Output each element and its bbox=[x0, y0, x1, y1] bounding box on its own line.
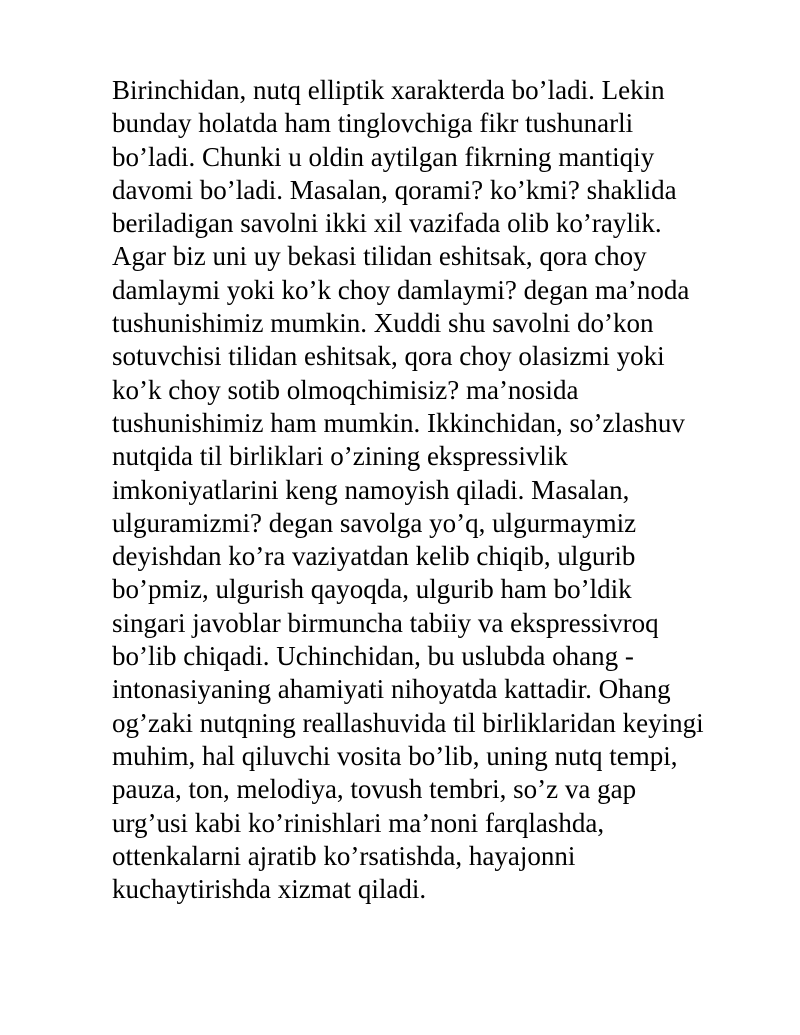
text-line: ottenkalarni ajratib ko’rsatishda, hayajonni bbox=[112, 840, 576, 871]
text-line: deyishdan ko’ra vaziyatdan kelib chiqib, ulgurib bbox=[112, 541, 636, 572]
text-line: damlaymi yoki ko’k choy damlaymi? degan ma’noda bbox=[112, 274, 690, 305]
text-line: tushunishimiz mumkin. Xuddi shu savolni do’kon bbox=[112, 308, 654, 339]
text-line: bo’pmiz, ulgurish qayoqda, ulgurib ham bo’ldik bbox=[112, 574, 632, 605]
text-line: beriladigan savolni ikki xil vazifada olib ko’raylik. bbox=[112, 208, 662, 239]
text-line: tushunishimiz ham mumkin. Ikkinchidan, so’zlashuv bbox=[112, 407, 685, 438]
text-line: sotuvchisi tilidan eshitsak, qora choy olasizmi yoki bbox=[112, 341, 665, 372]
text-line: intonasiyaning ahamiyati nihoyatda kattadir. Ohang bbox=[112, 674, 671, 705]
text-line: imkoniyatlarini keng namoyish qiladi. Masalan, bbox=[112, 474, 630, 505]
body-paragraph bbox=[112, 74, 762, 906]
text-line: og’zaki nutqning reallashuvida til birliklaridan keyingi bbox=[112, 707, 704, 738]
text-line: urg’usi kabi ko’rinishlari ma’noni farqlashda, bbox=[112, 807, 605, 838]
text-line: muhim, hal qiluvchi vosita bo’lib, uning nutq tempi, bbox=[112, 740, 678, 771]
text-line: Agar biz uni uy bekasi tilidan eshitsak, qora choy bbox=[112, 241, 647, 272]
text-line: bo’ladi. Chunki u oldin aytilgan fikrning mantiqiy bbox=[112, 141, 655, 172]
text-line: bo’lib chiqadi. Uchinchidan, bu uslubda ohang - bbox=[112, 641, 634, 672]
text-line: singari javoblar birmuncha tabiiy va ekspressivroq bbox=[112, 607, 659, 638]
text-line: bunday holatda ham tinglovchiga fikr tushunarli bbox=[112, 108, 634, 139]
text-line: ulguramizmi? degan savolga yo’q, ulgurmaymiz bbox=[112, 507, 637, 538]
text-line: kuchaytirishda xizmat qiladi. bbox=[112, 874, 427, 905]
text-line: Birinchidan, nutq elliptik xarakterda bo’ladi. Lekin bbox=[112, 75, 665, 105]
text-line: nutqida til birliklari o’zining ekspressivlik bbox=[112, 441, 568, 472]
text-line: ko’k choy sotib olmoqchimisiz? ma’nosida bbox=[112, 374, 579, 405]
text-line: davomi bo’ladi. Masalan, qorami? ko’kmi? shaklida bbox=[112, 174, 677, 205]
text-line: pauza, ton, melodiya, tovush tembri, so’z va gap bbox=[112, 774, 637, 805]
